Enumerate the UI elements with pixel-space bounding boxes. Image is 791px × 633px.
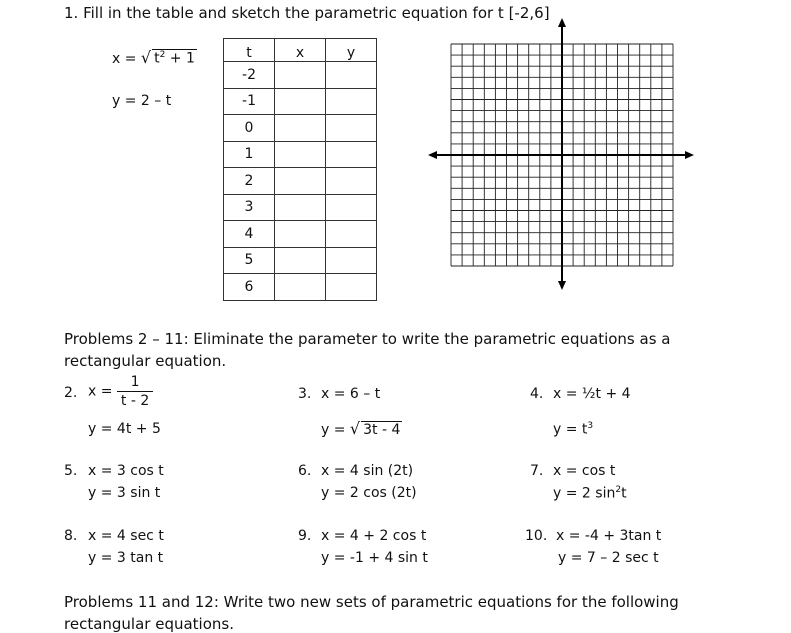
t-value: 4 [224,221,275,248]
x-radicand-rest: + 1 [165,51,195,67]
x-radicand-exponent: 2 [159,50,166,61]
problem-1-x-equation [112,48,197,67]
p2-frac-numerator: 1 [117,373,153,392]
y-cell[interactable] [326,115,377,142]
problem-9-number: 9. [298,528,312,544]
t-value: 1 [224,141,275,168]
y-cell[interactable] [326,221,377,248]
problem-8-x-equation: x = 4 sec t [88,528,164,544]
problem-2-y-equation: y = 4t + 5 [88,421,161,437]
table-row [224,115,377,142]
p4-x-coefficient: ½ [581,386,596,402]
problem-5-y-equation: y = 3 sin t [88,485,161,501]
problem-6-number: 6. [298,463,312,479]
problem-10-x-equation: x = -4 + 3tan t [556,528,662,544]
y-cell[interactable] [326,274,377,301]
x-cell[interactable] [275,168,326,195]
axes [428,18,694,290]
table-row [224,194,377,221]
coordinate-grid[interactable] [426,16,696,292]
t-value: -2 [224,62,275,89]
p2-fraction [117,373,153,410]
table-header-x: x [275,39,326,62]
x-cell[interactable] [275,88,326,115]
y-cell[interactable] [326,88,377,115]
x-cell[interactable] [275,247,326,274]
section-3-heading-line-2: rectangular equations. [64,615,234,633]
y-axis-down-arrow-icon [558,281,566,290]
problem-1-heading: 1. Fill in the table and sketch the parametric equation for t [-2,6] [64,4,550,22]
problem-1-y-equation: y = 2 – t [112,93,172,109]
p2-x-lhs: x = [88,383,117,400]
problem-4-y-equation [553,421,593,438]
table-row [224,274,377,301]
p3-y-lhs: y = [321,422,350,438]
problem-3-y-equation [321,419,402,438]
y-cell[interactable] [326,194,377,221]
x-cell[interactable] [275,274,326,301]
problem-8-number: 8. [64,528,78,544]
problem-7-y-equation [553,485,627,502]
table-row [224,141,377,168]
table-row [224,247,377,274]
y-cell[interactable] [326,141,377,168]
table-row [224,88,377,115]
t-value: 0 [224,115,275,142]
t-value: 3 [224,194,275,221]
x-cell[interactable] [275,194,326,221]
p4-x-rest: t + 4 [595,386,631,402]
p4-y-base: y = t [553,421,588,438]
problem-2-number: 2. [64,385,78,401]
problem-3-x-equation: x = 6 – t [321,386,381,402]
x-cell[interactable] [275,221,326,248]
problem-7-x-equation: x = cos t [553,463,616,479]
sqrt-symbol: √ $t^2 + 1$ [140,48,195,67]
x-cell[interactable] [275,62,326,89]
table-row [224,221,377,248]
x-axis-right-arrow-icon [685,151,694,159]
problem-4-number: 4. [530,386,544,402]
t-value: 6 [224,274,275,301]
p7-y-exponent: 2 [615,485,622,495]
t-x-y-table [223,38,377,301]
y-axis-up-arrow-icon [558,18,566,27]
y-cell[interactable] [326,247,377,274]
sqrt-symbol: √ 3t - 4 [349,419,401,438]
x-radicand-base: t [154,51,160,67]
x-lhs: x = [112,51,141,67]
y-cell[interactable] [326,168,377,195]
problem-8-y-equation: y = 3 tan t [88,550,164,566]
p4-y-exponent: 3 [587,421,594,431]
problem-6-x-equation: x = 4 sin (2t) [321,463,414,479]
problem-2-x-equation [88,373,153,410]
y-cell[interactable] [326,62,377,89]
problem-10-y-equation: y = 7 – 2 sec t [558,550,659,566]
table-header-y: y [326,39,377,62]
problem-9-y-equation: y = -1 + 4 sin t [321,550,428,566]
x-cell[interactable] [275,141,326,168]
p2-frac-denominator: t - 2 [120,393,150,409]
table-row [224,168,377,195]
table-row [224,62,377,89]
p7-y-base: y = 2 sin [553,485,616,502]
problem-5-number: 5. [64,463,78,479]
section-3-heading-line-1: Problems 11 and 12: Write two new sets of parametric equations for the following [64,593,679,611]
x-cell[interactable] [275,115,326,142]
table-header-t: t [224,39,275,62]
p4-x-lhs: x = [553,386,582,402]
section-2-heading-line-1: Problems 2 – 11: Eliminate the parameter to write the parametric equations as a [64,330,671,348]
t-value: 5 [224,247,275,274]
section-2-heading-line-2: rectangular equation. [64,352,227,370]
problem-5-x-equation: x = 3 cos t [88,463,164,479]
problem-4-x-equation [553,386,631,402]
problem-3-number: 3. [298,386,312,402]
t-value: 2 [224,168,275,195]
p7-y-rest: t [621,485,627,502]
problem-9-x-equation: x = 4 + 2 cos t [321,528,427,544]
problem-7-number: 7. [530,463,544,479]
problem-10-number: 10. [525,528,548,544]
t-value: -1 [224,88,275,115]
problem-6-y-equation: y = 2 cos (2t) [321,485,417,501]
x-axis-left-arrow-icon [428,151,437,159]
p3-y-radicand: 3t - 4 [363,422,401,438]
